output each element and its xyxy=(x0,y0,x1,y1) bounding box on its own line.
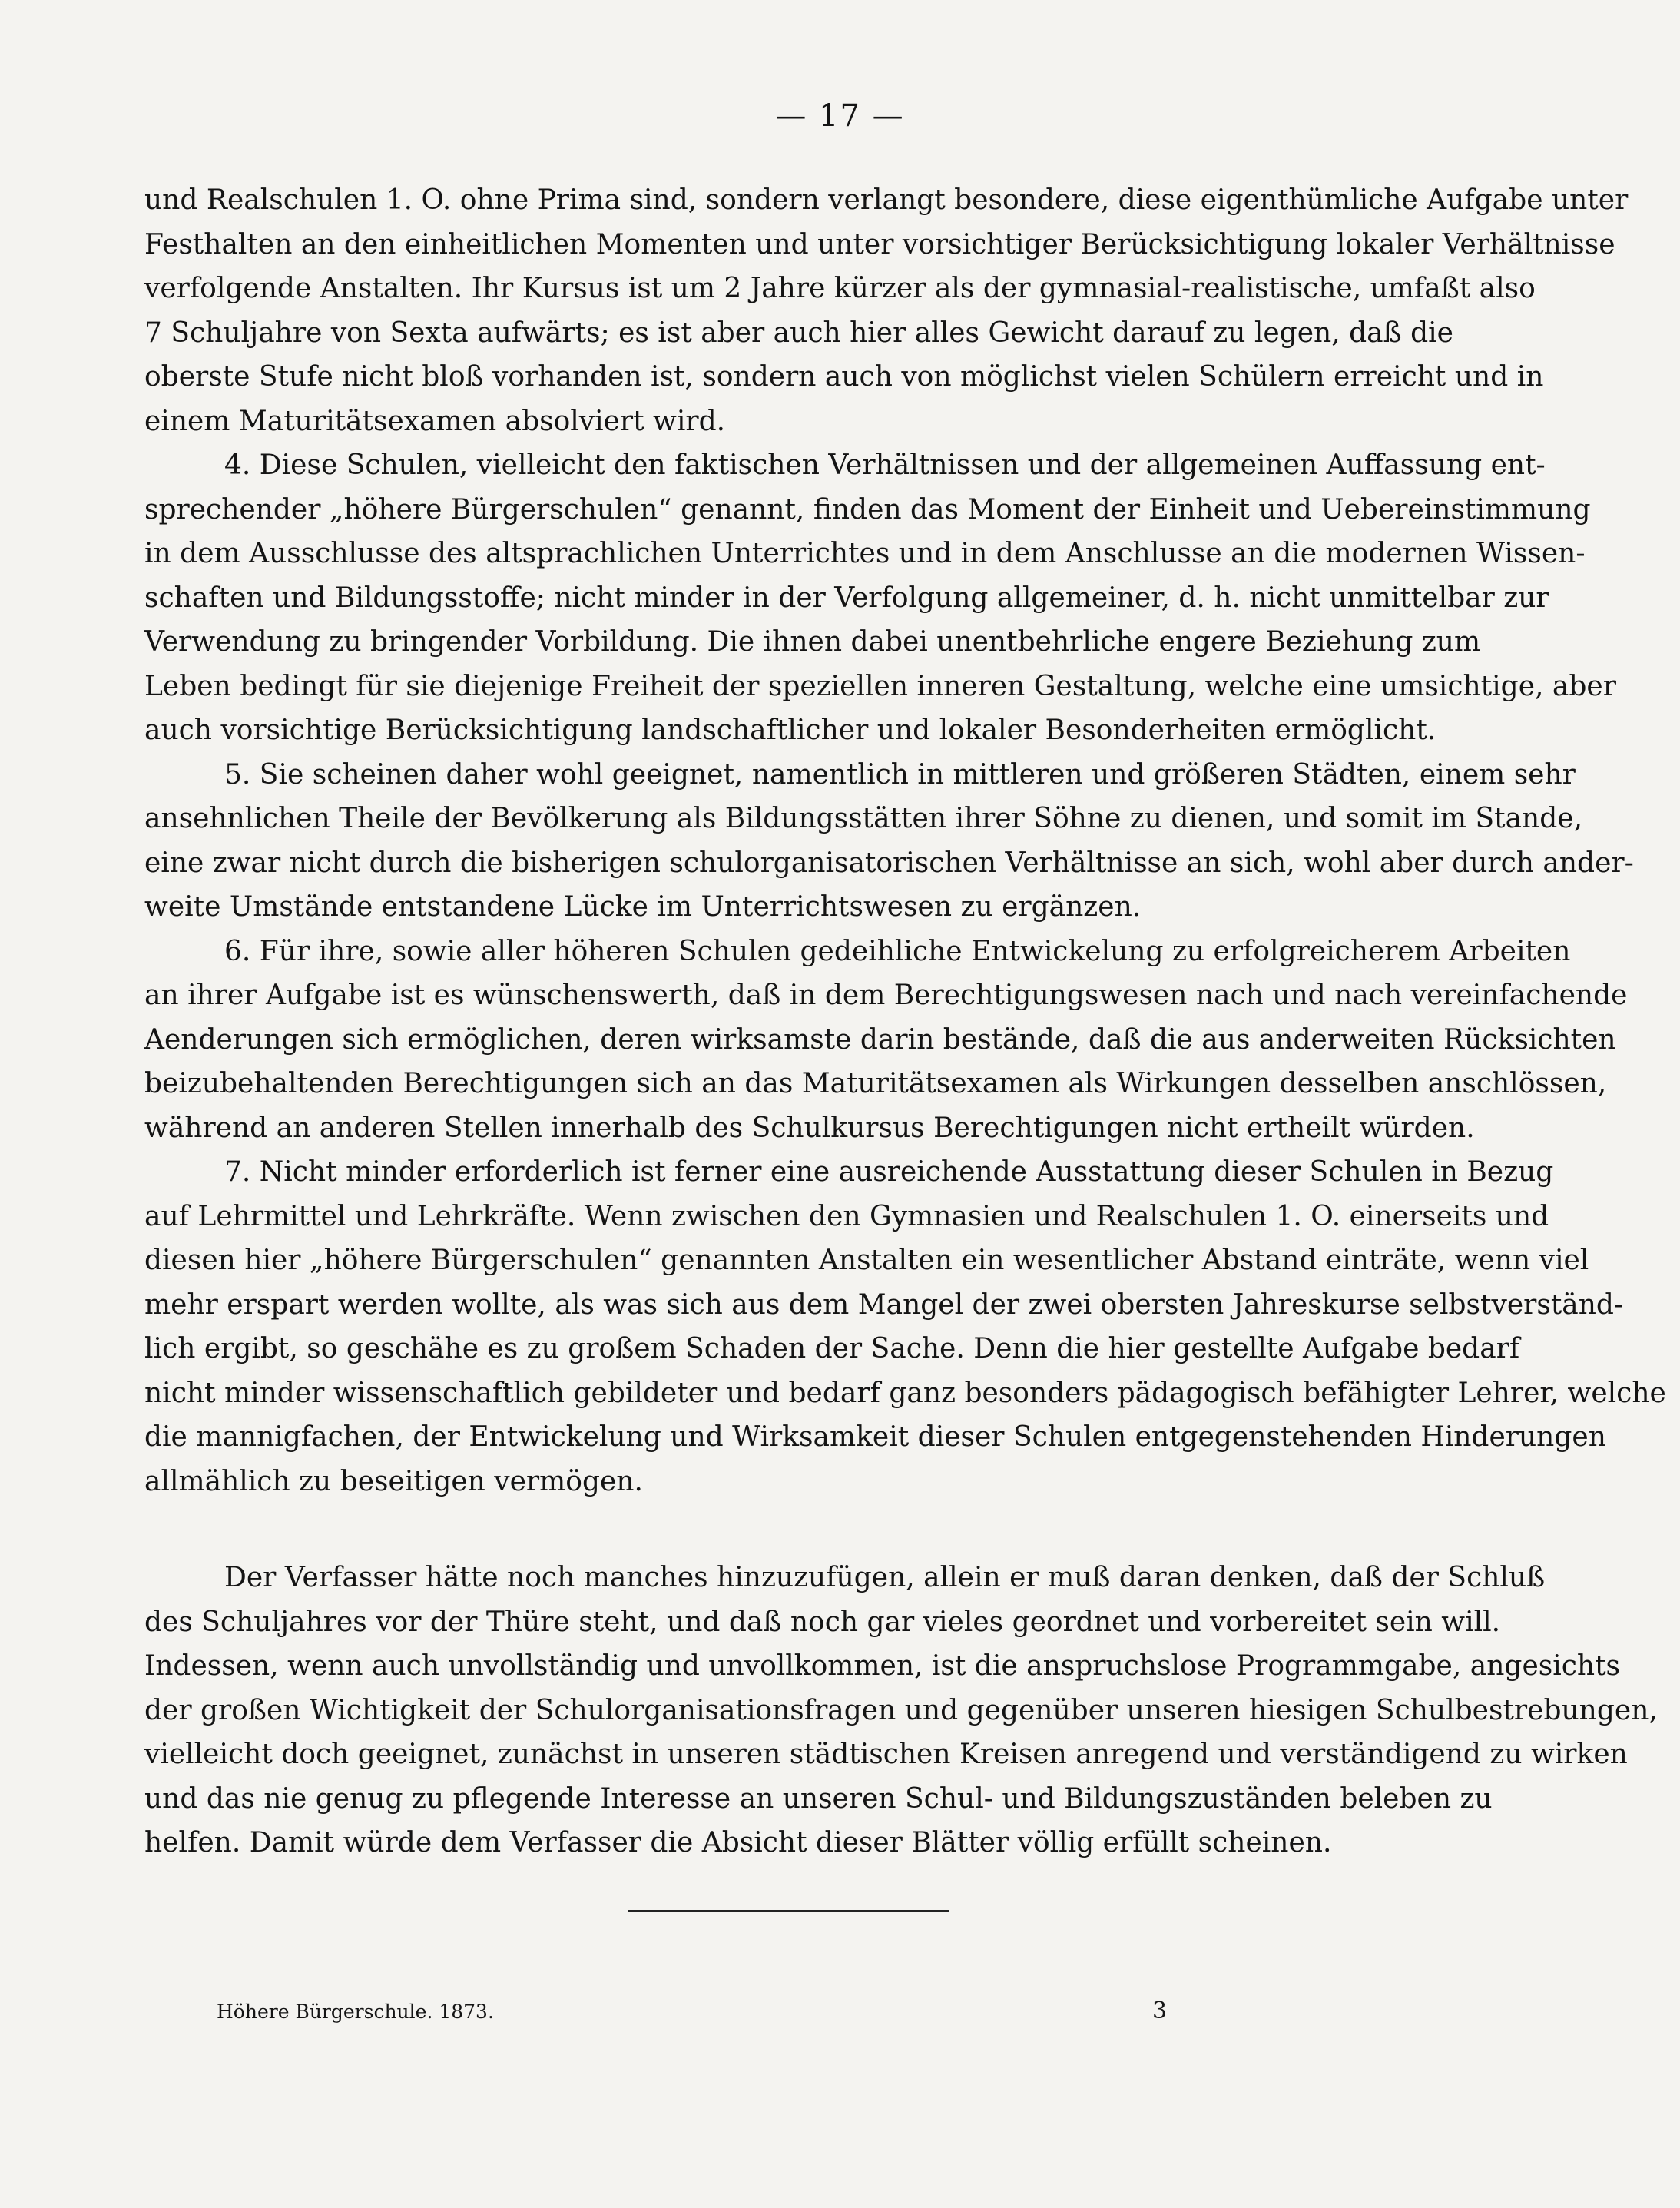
separator-rule xyxy=(628,1910,949,1912)
text-line: an ihrer Aufgabe ist es wünschenswerth, daß in dem Berechtigungswesen nach und nach vereinfachende xyxy=(144,980,1628,1011)
text-line: Leben bedingt für sie diejenige Freiheit der speziellen inneren Gestaltung, welche eine umsichtige, aber xyxy=(144,670,1616,702)
text-line: Verwendung zu bringender Vorbildung. Die ihnen dabei unentbehrliche engere Beziehung zum xyxy=(144,626,1481,658)
text-line: eine zwar nicht durch die bisherigen schulorganisatorischen Verhältnisse an sich, wohl aber durch ander- xyxy=(144,847,1634,879)
text-line: die mannigfachen, der Entwickelung und Wirksamkeit dieser Schulen entgegenstehenden Hinderungen xyxy=(144,1421,1606,1453)
footer-signature: Höhere Bürgerschule. 1873. xyxy=(217,2001,494,2023)
text-line: einem Maturitätsexamen absolviert wird. xyxy=(144,405,726,437)
footer-sheet-number: 3 xyxy=(1152,1997,1168,2024)
text-line: helfen. Damit würde dem Verfasser die Absicht dieser Blätter völlig erfüllt scheinen. xyxy=(144,1827,1332,1858)
text-line: während an anderen Stellen innerhalb des Schulkursus Berechtigungen nicht ertheilt würden. xyxy=(144,1112,1475,1144)
text-line: ansehnlichen Theile der Bevölkerung als Bildungsstätten ihrer Söhne zu dienen, und somit im Stande, xyxy=(144,803,1583,834)
text-line: schaften und Bildungsstoffe; nicht minder in der Verfolgung allgemeiner, d. h. nicht unmittelbar zur xyxy=(144,582,1549,614)
text-line: mehr erspart werden wollte, als was sich aus dem Mangel der zwei obersten Jahreskurse selbstverständ- xyxy=(144,1288,1624,1321)
text-line: in dem Ausschlusse des altsprachlichen Unterrichtes und in dem Anschlusse an die modernen Wissen- xyxy=(144,538,1586,569)
text-line: und das nie genug zu pflegende Interesse an unseren Schul- und Bildungszuständen beleben zu xyxy=(144,1782,1493,1815)
text-line: auch vorsichtige Berücksichtigung landschaftlicher und lokaler Besonderheiten ermöglicht. xyxy=(144,714,1436,746)
text-line: Der Verfasser hätte noch manches hinzuzufügen, allein er muß daran denken, daß der Schluß xyxy=(224,1562,1546,1593)
text-line: 6. Für ihre, sowie aller höheren Schulen gedeihliche Entwickelung zu erfolgreicherem Arbeiten xyxy=(224,935,1571,967)
body-text xyxy=(144,178,1666,1865)
text-line: 7. Nicht minder erforderlich ist ferner eine ausreichende Ausstattung dieser Schulen in Bezug xyxy=(224,1156,1554,1188)
text-line: diesen hier „höhere Bürgerschulen“ genannten Anstalten ein wesentlicher Abstand einträte, wenn viel xyxy=(144,1245,1589,1276)
text-line: verfolgende Anstalten. Ihr Kursus ist um 2 Jahre kürzer als der gymnasial-realistische, umfaßt also xyxy=(144,273,1536,304)
text-line: auf Lehrmittel und Lehrkräfte. Wenn zwischen den Gymnasien und Realschulen 1. O. einerseits und xyxy=(144,1200,1549,1232)
text-line: beizubehaltenden Berechtigungen sich an das Maturitätsexamen als Wirkungen desselben anschlössen, xyxy=(144,1068,1607,1099)
text-line: Festhalten an den einheitlichen Momenten und unter vorsichtiger Berücksichtigung lokaler Verhältnisse xyxy=(144,228,1615,260)
text-line: Indessen, wenn auch unvollständig und unvollkommen, ist die anspruchslose Programmgabe, angesichts xyxy=(144,1650,1621,1682)
text-line: Aenderungen sich ermöglichen, deren wirksamste darin bestände, daß die aus anderweiten Rücksichten xyxy=(144,1023,1616,1056)
page-number: — 17 — xyxy=(775,98,905,134)
text-line: nicht minder wissenschaftlich gebildeter und bedarf ganz besonders pädagogisch befähigter Lehrer, welche xyxy=(144,1377,1666,1409)
text-line: oberste Stufe nicht bloß vorhanden ist, sondern auch von möglichst vielen Schülern erreicht und in xyxy=(144,361,1544,393)
text-line: der großen Wichtigkeit der Schulorganisationsfragen und gegenüber unseren hiesigen Schulbestrebungen, xyxy=(144,1694,1658,1726)
text-line: 7 Schuljahre von Sexta aufwärts; es ist aber auch hier alles Gewicht darauf zu legen, daß die xyxy=(144,317,1453,349)
text-line: und Realschulen 1. O. ohne Prima sind, sondern verlangt besondere, diese eigenthümliche Aufgabe unter xyxy=(144,184,1629,216)
text-line: 5. Sie scheinen daher wohl geeignet, namentlich in mittleren und größeren Städten, einem sehr xyxy=(224,758,1576,791)
text-line: lich ergibt, so geschähe es zu großem Schaden der Sache. Denn die hier gestellte Aufgabe bedarf xyxy=(144,1333,1520,1364)
text-line: des Schuljahres vor der Thüre steht, und daß noch gar vieles geordnet und vorbereitet sein will. xyxy=(144,1606,1501,1638)
text-line: sprechender „höhere Bürgerschulen“ genannt, finden das Moment der Einheit und Uebereinstimmung xyxy=(144,493,1591,525)
paragraph-gap xyxy=(144,1503,1416,1556)
text-line: weite Umstände entstandene Lücke im Unterrichtswesen zu ergänzen. xyxy=(144,891,1142,923)
text-line: vielleicht doch geeignet, zunächst in unseren städtischen Kreisen anregend und verständigend zu wirken xyxy=(144,1739,1628,1770)
text-line: allmählich zu beseitigen vermögen. xyxy=(144,1465,643,1497)
text-line: 4. Diese Schulen, vielleicht den faktischen Verhältnissen und der allgemeinen Auffassung ent- xyxy=(224,449,1546,481)
